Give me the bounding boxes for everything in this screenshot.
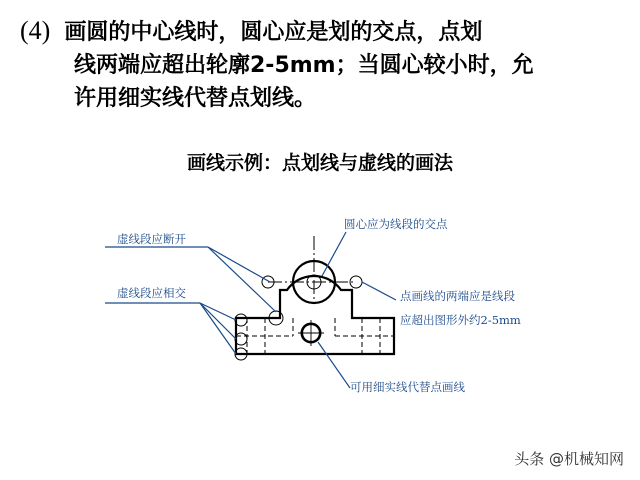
paragraph-line-2: 线两端应超出轮廓2-5mm；当圆心较小时，允	[74, 53, 534, 78]
callout-thin-solid: 可用细实线代替点画线	[350, 380, 465, 394]
item-number: (4)	[20, 16, 51, 45]
callout-endpoints-line1: 点画线的两端应是线段	[400, 289, 515, 303]
callout-dashed-break: 虚线段应断开	[117, 232, 186, 246]
callout-endpoints-line2: 应超出图形外约2-5mm	[400, 313, 521, 327]
paragraph-line-1: 画圆的中心线时，圆心应是划的交点，点划	[64, 20, 483, 45]
callout-center-intersection: 圆心应为线段的交点	[344, 217, 448, 231]
thin-center-lines	[298, 320, 324, 346]
center-lines	[268, 236, 356, 304]
callout-dashed-intersect: 虚线段应相交	[117, 286, 186, 300]
watermark: 头条 @机械知网	[514, 450, 624, 468]
paragraph-line-3: 许用细实线代替点划线。	[74, 86, 317, 111]
figure-subtitle: 画线示例：点划线与虚线的画法	[186, 152, 453, 174]
